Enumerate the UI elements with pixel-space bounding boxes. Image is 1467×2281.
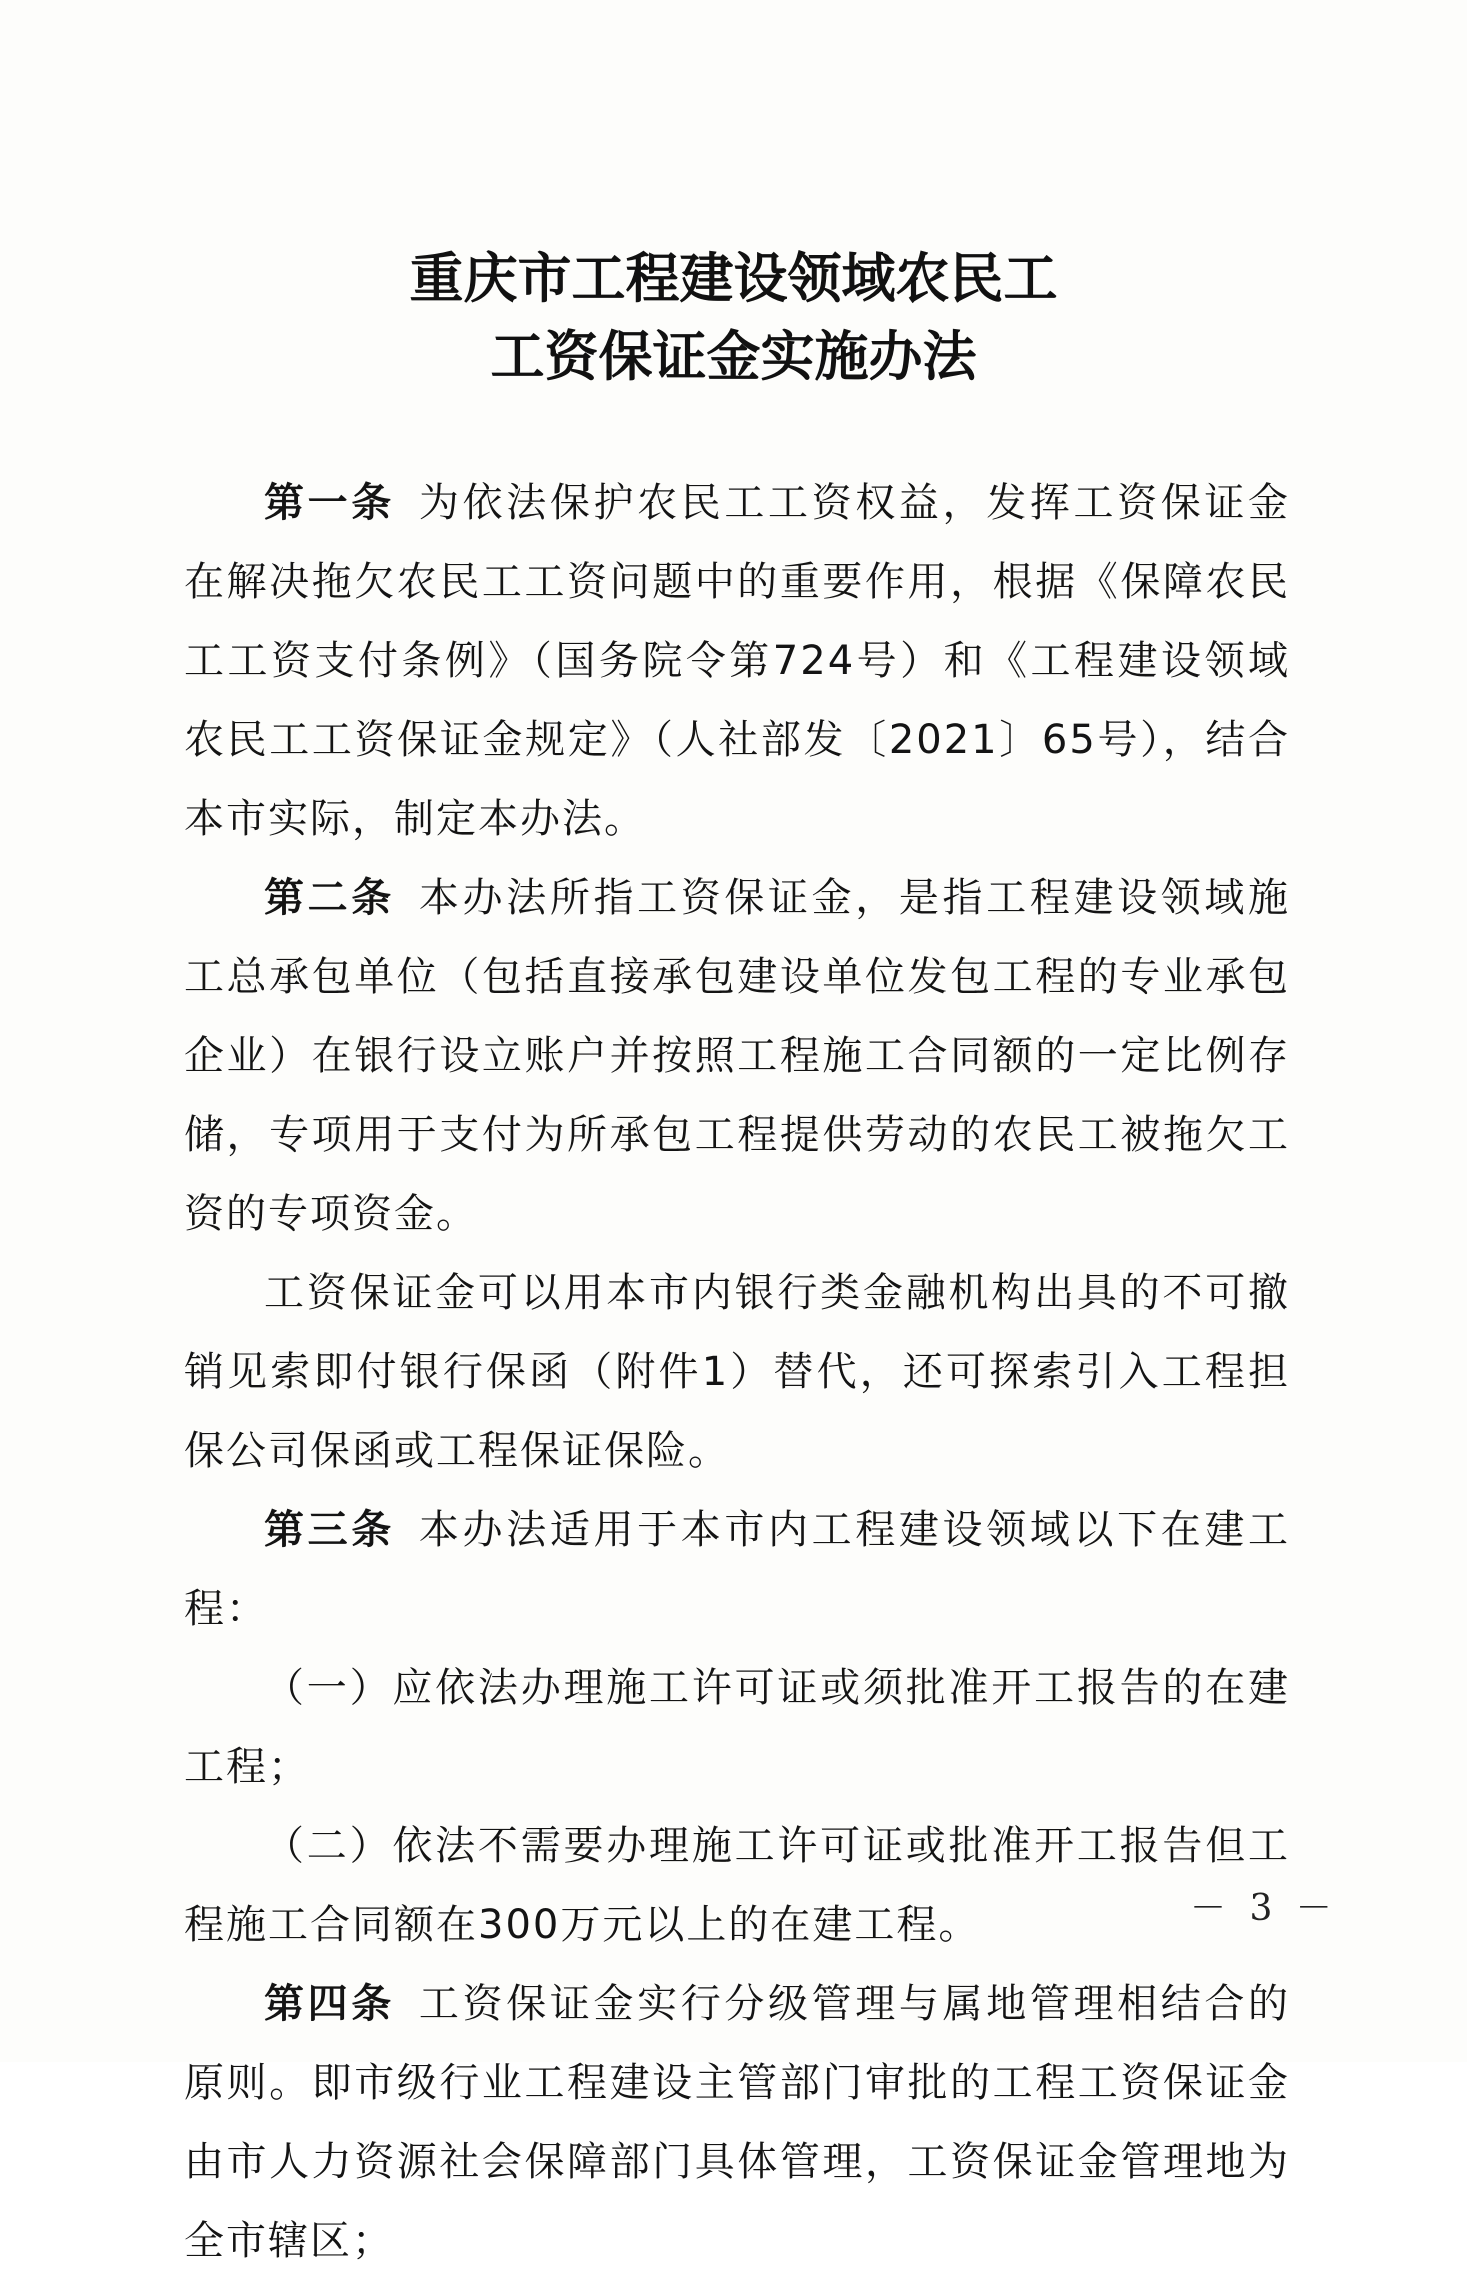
article-heading: 第二条: [264, 875, 395, 921]
paragraph-article-3: [184, 1491, 1290, 1649]
document-title-line-1: 重庆市工程建设领域农民工: [409, 246, 1058, 310]
paragraph-text: 为依法保护农民工工资权益，发挥工资保证金在解决拖欠农民工工资问题中的重要作用，根据《保障农民工工资支付条例》（国务院令第724号）和《工程建设领域农民工工资保证金规定》（人社部发〔2021〕65号），结合本市实际，制定本办法。: [184, 480, 1291, 842]
paragraph-text: 本办法适用于本市内工程建设领域以下在建工程：: [184, 1507, 1291, 1632]
paragraph-text: 工资保证金实行分级管理与属地管理相结合的原则。即市级行业工程建设主管部门审批的工程工资保证金由市人力资源社会保障部门具体管理，工资保证金管理地为全市辖区；: [184, 1981, 1291, 2264]
paragraph-text: （一）应依法办理施工许可证或须批准开工报告的在建工程；: [184, 1665, 1290, 1790]
paragraph-item-2: [184, 1807, 1290, 1965]
article-heading: 第三条: [264, 1507, 395, 1553]
paragraph-text: 本办法所指工资保证金，是指工程建设领域施工总承包单位（包括直接承包建设单位发包工程的专业承包企业）在银行设立账户并按照工程施工合同额的一定比例存储，专项用于支付为所承包工程提供劳动的农民工被拖欠工资的专项资金。: [184, 875, 1291, 1237]
article-heading: 第一条: [264, 480, 395, 526]
document-title-line-2: 工资保证金实施办法: [490, 324, 977, 388]
paragraph-article-1: [184, 464, 1290, 859]
page-number: － 3 －: [1190, 1888, 1338, 1929]
paragraph-article-4: [184, 1965, 1290, 2281]
paragraph-guarantee-substitute: [184, 1254, 1290, 1491]
paragraph-item-1: [184, 1649, 1290, 1807]
paragraph-article-2: [184, 859, 1290, 1254]
paragraph-text: 工资保证金可以用本市内银行类金融机构出具的不可撤销见索即付银行保函（附件1）替代，还可探索引入工程担保公司保函或工程保证保险。: [184, 1270, 1290, 1474]
article-heading: 第四条: [264, 1981, 395, 2027]
paragraph-text: （二）依法不需要办理施工许可证或批准开工报告但工程施工合同额在300万元以上的在建工程。: [184, 1823, 1290, 1948]
document-body: [184, 464, 1290, 2281]
